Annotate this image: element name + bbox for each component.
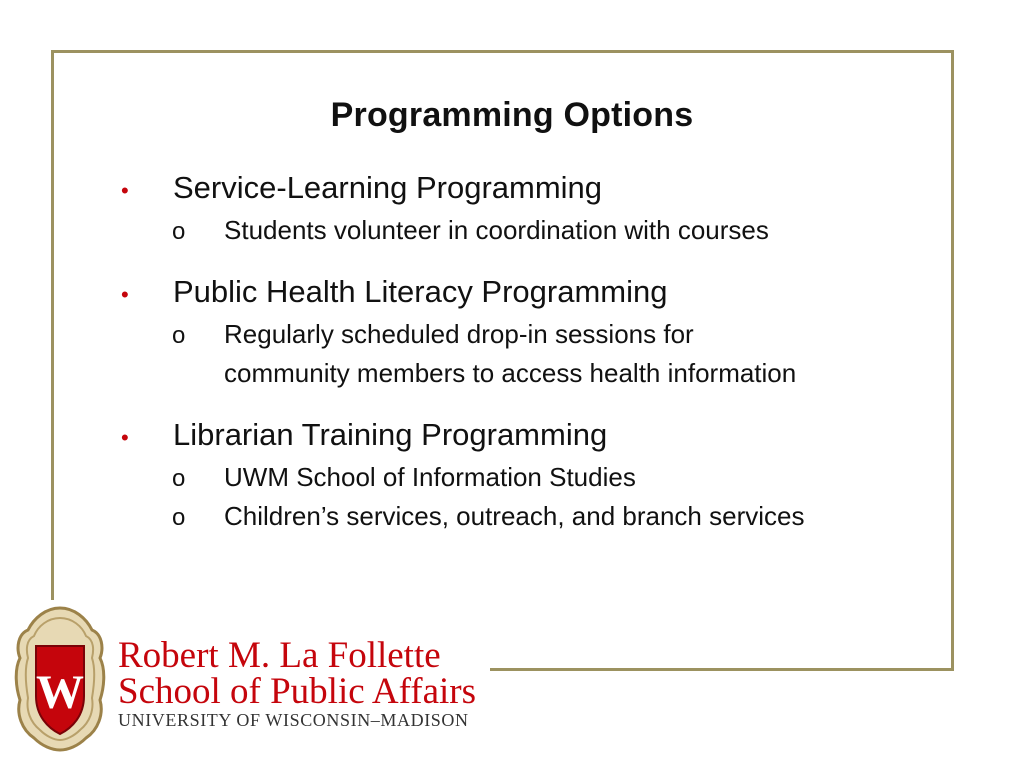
bullet-marker: • xyxy=(121,282,129,307)
bullet-item-public-health: Public Health Literacy Programming xyxy=(173,274,668,309)
sub-item-drop-in-sessions: Regularly scheduled drop-in sessions for xyxy=(224,319,694,349)
sub-item-uwm-school: UWM School of Information Studies xyxy=(224,462,636,492)
logo-university-line: UNIVERSITY OF WISCONSIN–MADISON xyxy=(118,710,469,730)
sub-marker: o xyxy=(172,218,186,245)
sub-marker: o xyxy=(172,465,186,492)
crest-letter: W xyxy=(36,666,84,719)
slide-title: Programming Options xyxy=(330,96,694,134)
sub-item-students-volunteer: Students volunteer in coordination with courses xyxy=(224,215,769,245)
bullet-marker: • xyxy=(121,178,129,203)
bullet-marker: • xyxy=(121,425,129,450)
sub-marker: o xyxy=(172,322,186,349)
sub-item-drop-in-sessions-cont: community members to access health information xyxy=(224,358,797,388)
bullet-item-service-learning: Service-Learning Programming xyxy=(173,170,603,205)
sub-item-childrens-services: Children’s services, outreach, and branch services xyxy=(224,501,805,531)
uw-crest-icon xyxy=(14,604,106,754)
sub-marker: o xyxy=(172,504,186,531)
logo-school-line: School of Public Affairs xyxy=(118,671,476,712)
bullet-item-librarian-training: Librarian Training Programming xyxy=(173,417,608,452)
logo-name-line: Robert M. La Follette xyxy=(118,635,441,676)
